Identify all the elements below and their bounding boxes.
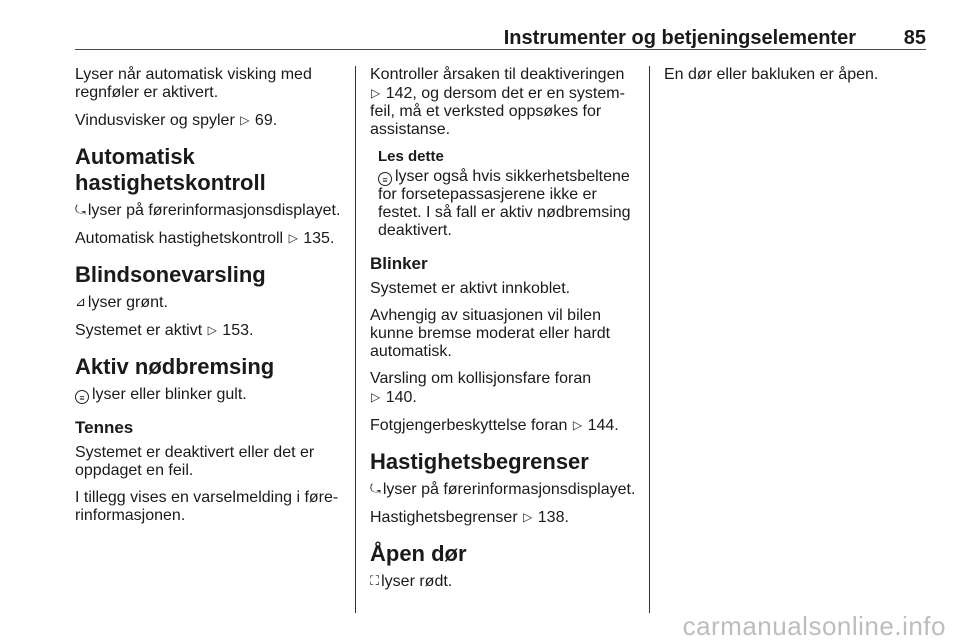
collision-warning-reference: Varsling om kollisjonsfare foran ▷ 140.: [370, 370, 592, 406]
speed-limiter-icon: ⤿: [370, 481, 381, 496]
reference-arrow-icon: ▷: [371, 390, 381, 404]
reference-arrow-icon: ▷: [523, 510, 533, 524]
active-brake-icon: ≡: [75, 390, 89, 404]
column-1: [75, 66, 343, 534]
reference-arrow-icon: ▷: [371, 86, 381, 100]
note-box: [370, 148, 638, 240]
rain-sensor-text: Lyser når automatisk visking med regnføler er aktivert.: [75, 66, 312, 101]
reference-arrow-icon: ▷: [288, 231, 298, 245]
column-divider: [355, 66, 356, 613]
heading-active-brake: Aktiv nødbremsing: [75, 354, 275, 379]
heading-speed-control: Automatisk hastighetskontroll: [75, 144, 266, 195]
blind-spot-icon: ⊿: [75, 294, 86, 309]
note-text: lyser også hvis sikkerhetsbeltene for forsetepassasjerene ikke er festet. I så fall er aktiv nødbremsing deaktivert.: [378, 168, 631, 239]
heading-blind-spot: Blindsonevarsling: [75, 262, 266, 287]
page-number: 85: [903, 27, 926, 49]
heading-tennes: Tennes: [75, 418, 134, 437]
warning-message-text: I tillegg vises en varselmelding i førerinformasjonen.: [75, 489, 339, 524]
blind-spot-reference: Systemet er aktivt ▷ 153.: [75, 322, 254, 339]
active-brake-text: ≡ lyser eller blinker gult.: [75, 386, 343, 404]
page-header: [75, 27, 926, 50]
open-door-icon: ⛶: [370, 573, 380, 588]
column-3: [664, 66, 932, 93]
open-door-text: ⛶ lyser rødt.: [370, 573, 453, 590]
deactivation-cause-text: Kontroller årsaken til deaktiveringen ▷ 142, og dersom det er en systemfeil, må et verksted oppsøkes for assistanse.: [370, 66, 625, 138]
braking-text: Avhengig av situasjonen vil bilen kunne bremse moderat eller hardt automatisk.: [370, 307, 611, 360]
system-active-text: Systemet er aktivt innkoblet.: [370, 280, 571, 297]
speed-limiter-text: ⤿ lyser på førerinformasjonsdisplayet.: [370, 481, 636, 498]
active-brake-icon: ≡: [378, 172, 392, 186]
column-divider: [649, 66, 650, 613]
blind-spot-text: ⊿ lyser grønt.: [75, 294, 168, 311]
speed-limiter-reference: Hastighetsbegrenser ▷ 138.: [370, 509, 569, 526]
reference-arrow-icon: ▷: [572, 418, 583, 432]
heading-open-door: Åpen dør: [370, 541, 467, 566]
page-title: Instrumenter og betjeningselementer: [503, 27, 856, 49]
speed-assist-icon: ⤿: [75, 202, 86, 217]
deactivated-text: Systemet er deaktivert eller det er oppdaget en feil.: [75, 444, 315, 479]
wiper-reference: Vindusvisker og spyler ▷ 69.: [75, 112, 278, 129]
door-open-text: En dør eller bakluken er åpen.: [664, 66, 879, 83]
reference-arrow-icon: ▷: [207, 323, 217, 337]
heading-blinker: Blinker: [370, 254, 428, 273]
heading-speed-limiter: Hastighetsbegrenser: [370, 449, 589, 474]
watermark: carmanualsonline.info: [682, 611, 946, 641]
reference-arrow-icon: ▷: [240, 113, 250, 127]
pedestrian-protection-reference: Fotgjengerbeskyttelse foran ▷ 144.: [370, 417, 619, 434]
speed-control-text: ⤿ lyser på førerinformasjonsdisplayet.: [75, 202, 341, 219]
column-2: [370, 66, 638, 600]
note-title: Les dette: [378, 148, 444, 165]
speed-control-reference: Automatisk hastighetskontroll ▷ 135.: [75, 230, 335, 247]
